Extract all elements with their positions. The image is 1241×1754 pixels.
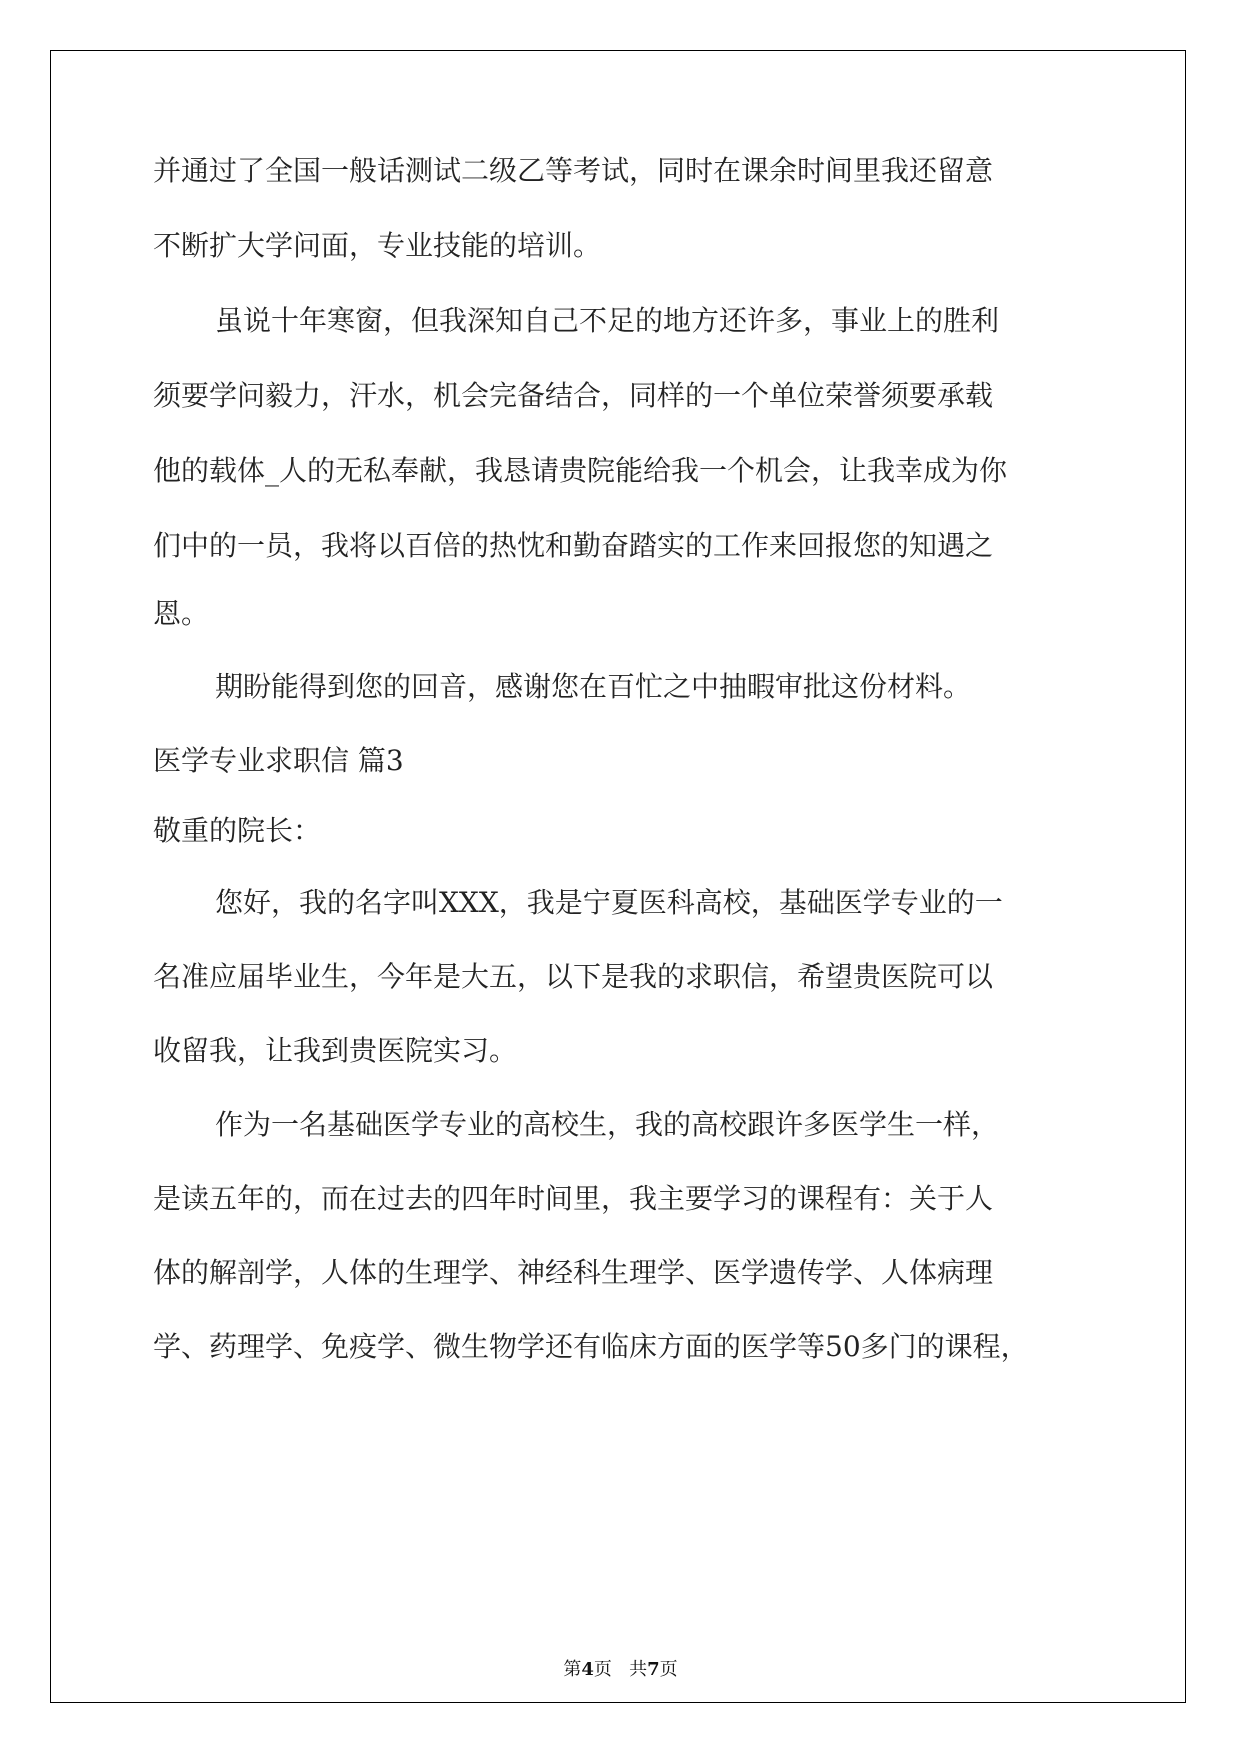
footer-page-suffix: 页	[593, 1659, 612, 1680]
body-text-line: 并通过了全国一般话测试二级乙等考试，同时在课余时间里我还留意	[153, 154, 994, 187]
paragraph-start-line: 您好，我的名字叫XXX，我是宁夏医科高校，基础医学专业的一	[215, 886, 1003, 919]
body-text-line: 学、药理学、免疫学、微生物学还有临床方面的医学等50多门的课程，	[153, 1330, 1029, 1363]
body-text-line: 恩。	[153, 597, 210, 630]
body-text-line: 体的解剖学，人体的生理学、神经科生理学、医学遗传学、人体病理	[153, 1256, 994, 1289]
section-heading: 医学专业求职信 篇3	[153, 744, 404, 777]
paragraph-start-line: 期盼能得到您的回音，感谢您在百忙之中抽暇审批这份材料。	[215, 670, 972, 703]
footer-total-prefix: 共	[629, 1659, 648, 1680]
body-text-line: 他的载体_人的无私奉献，我恳请贵院能给我一个机会，让我幸成为你	[153, 454, 1008, 487]
paragraph-start-line: 虽说十年寒窗，但我深知自己不足的地方还许多，事业上的胜利	[215, 304, 1000, 337]
page-border	[50, 50, 1186, 1703]
body-text-line: 名准应届毕业生，今年是大五，以下是我的求职信，希望贵医院可以	[153, 960, 994, 993]
footer-total-pages: 7	[647, 1659, 660, 1680]
body-text-line: 收留我，让我到贵医院实习。	[153, 1034, 518, 1067]
paragraph-start-line: 作为一名基础医学专业的高校生，我的高校跟许多医学生一样，	[215, 1108, 1000, 1141]
footer-page-number: 4	[581, 1659, 594, 1680]
body-text-line: 须要学问毅力，汗水，机会完备结合，同样的一个单位荣誉须要承载	[153, 379, 994, 412]
salutation: 敬重的院长：	[153, 814, 322, 847]
footer-prefix: 第	[563, 1659, 582, 1680]
page-footer	[0, 1655, 1241, 1681]
footer-total-suffix: 页	[659, 1659, 678, 1680]
body-text-line: 是读五年的，而在过去的四年时间里，我主要学习的课程有：关于人	[153, 1182, 994, 1215]
body-text-line: 们中的一员，我将以百倍的热忱和勤奋踏实的工作来回报您的知遇之	[153, 529, 994, 562]
body-text-line: 不断扩大学问面，专业技能的培训。	[153, 229, 602, 262]
